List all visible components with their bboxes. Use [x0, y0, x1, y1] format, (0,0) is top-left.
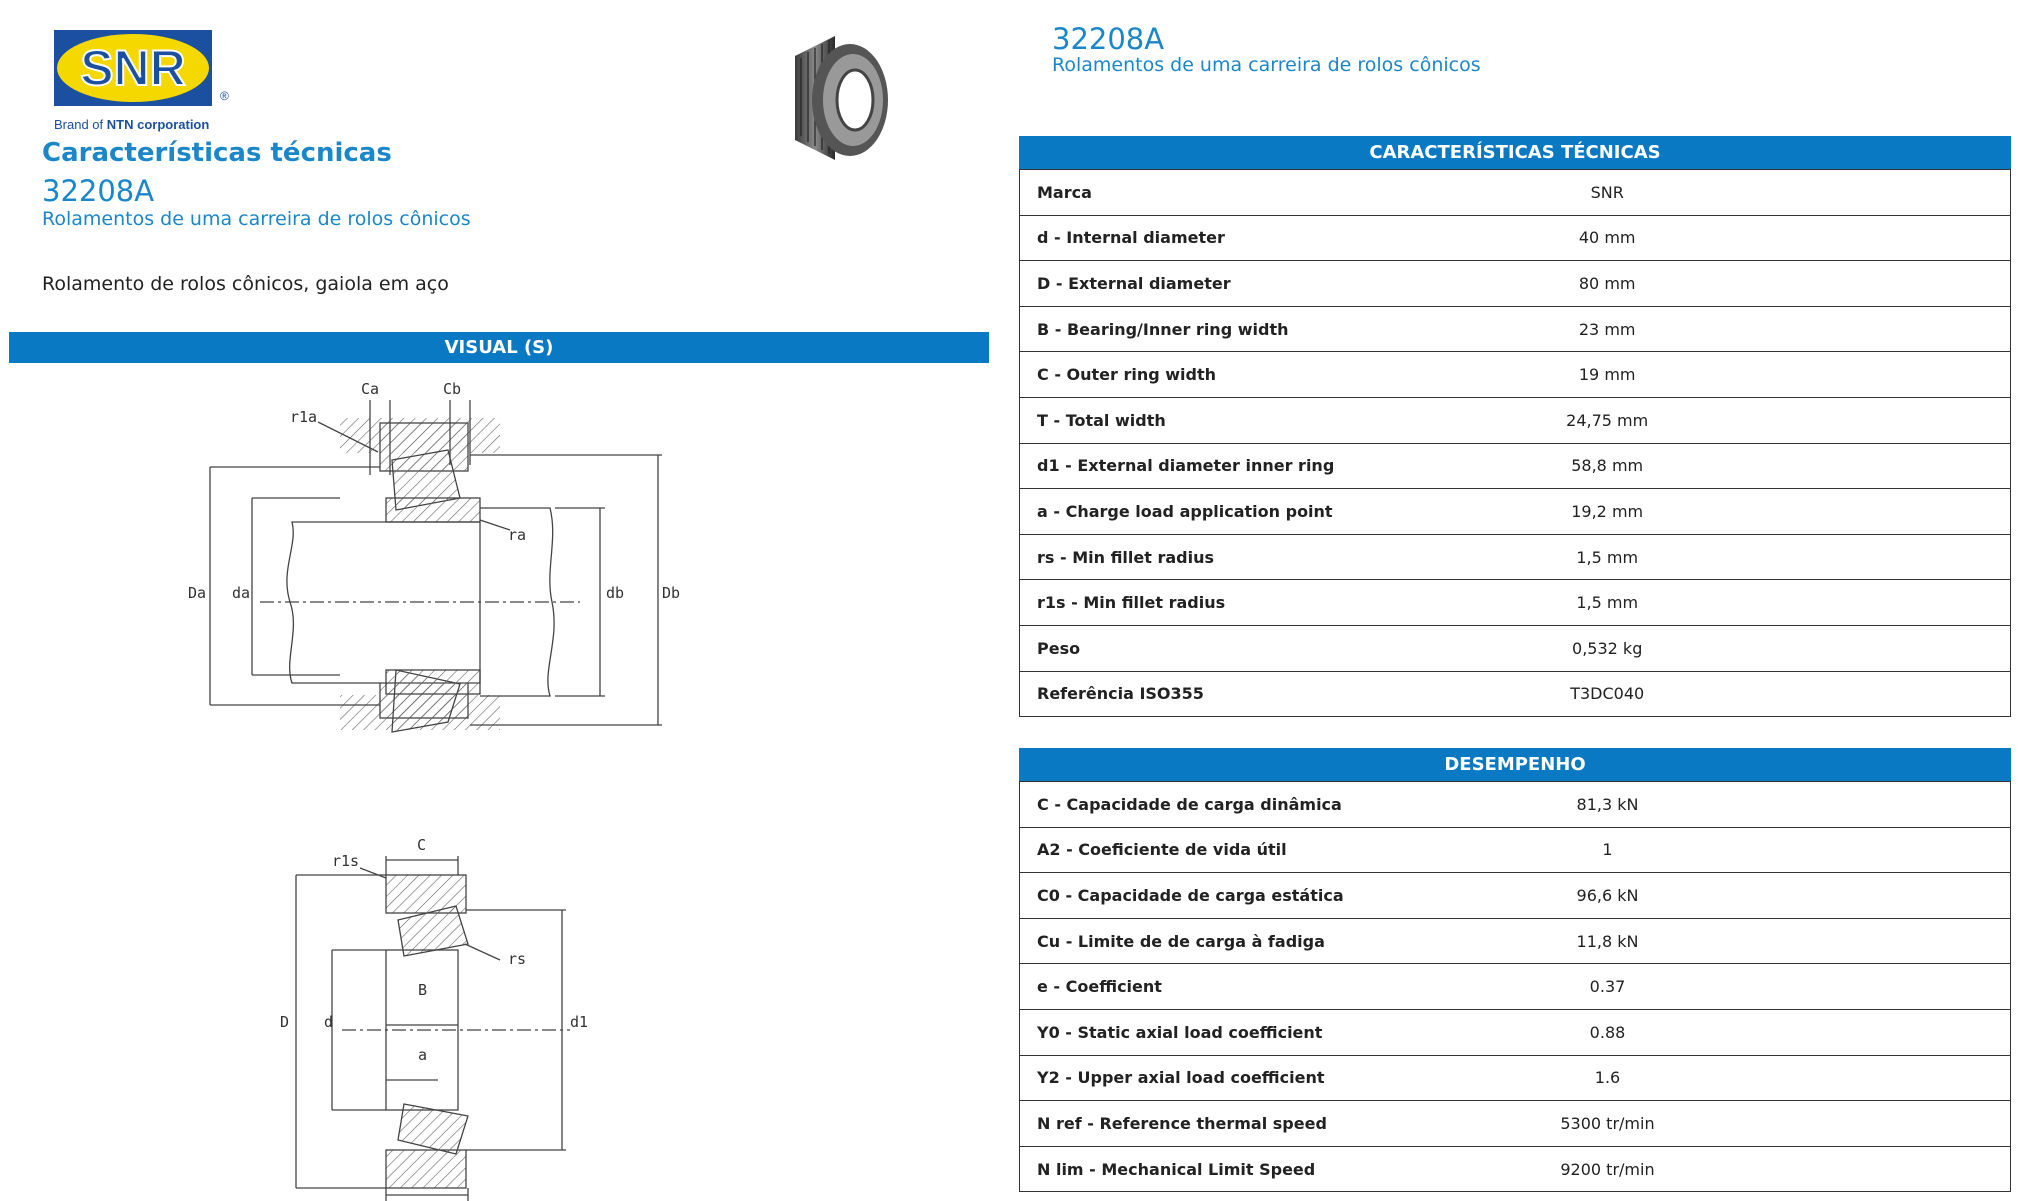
label-r1a: r1a: [290, 408, 318, 426]
spec-value: 1,5 mm: [1424, 534, 2010, 580]
table-row: [1020, 782, 2011, 828]
table-row: [1020, 580, 2011, 626]
label-ra: ra: [508, 526, 527, 544]
table-row: [1020, 671, 2011, 717]
product-description: Rolamento de rolos cônicos, gaiola em aço: [42, 273, 449, 295]
table-row: [1020, 1055, 2011, 1101]
spec-label: Marca: [1020, 170, 1425, 216]
table-row: [1020, 306, 2011, 352]
left-subtitle: Rolamentos de uma carreira de rolos cônicos: [42, 208, 471, 230]
spec-label: C - Outer ring width: [1020, 352, 1425, 398]
table-row: [1020, 873, 2011, 919]
spec-value: 11,8 kN: [1425, 918, 2011, 964]
spec-value: 19 mm: [1424, 352, 2010, 398]
spec-label: T - Total width: [1020, 397, 1425, 443]
table-row: [1020, 625, 2011, 671]
tagline-brand: NTN corporation: [106, 117, 210, 132]
spec-value: 81,3 kN: [1425, 782, 2011, 828]
table-row: [1020, 397, 2011, 443]
right-product-code: 32208A: [1052, 22, 1165, 56]
table-row: [1020, 918, 2011, 964]
spec-label: d1 - External diameter inner ring: [1020, 443, 1425, 489]
spec-label: d - Internal diameter: [1020, 215, 1425, 261]
spec-label: C0 - Capacidade de carga estática: [1020, 873, 1425, 919]
spec-label: a - Charge load application point: [1020, 489, 1425, 535]
left-product-code: 32208A: [42, 174, 155, 208]
tech-table: [1019, 169, 2011, 717]
label-c: C: [417, 836, 427, 854]
spec-label: B - Bearing/Inner ring width: [1020, 306, 1425, 352]
spec-label: Cu - Limite de de carga à fadiga: [1020, 918, 1425, 964]
label-da-big: Da: [188, 584, 207, 602]
spec-value: 80 mm: [1424, 261, 2010, 307]
bearing-photo: [775, 28, 895, 168]
spec-label: D - External diameter: [1020, 261, 1425, 307]
tech-section-header: CARACTERÍSTICAS TÉCNICAS: [1019, 136, 2011, 169]
table-row: [1020, 170, 2011, 216]
label-ca: Ca: [361, 380, 380, 398]
spec-label: C - Capacidade de carga dinâmica: [1020, 782, 1425, 828]
visual-section-header: VISUAL (S): [9, 332, 989, 363]
right-subtitle: Rolamentos de uma carreira de rolos cônicos: [1052, 54, 1481, 76]
registered-mark: ®: [220, 89, 229, 103]
table-row: [1020, 1146, 2011, 1192]
label-b: B: [418, 981, 428, 999]
table-row: [1020, 352, 2011, 398]
table-row: [1020, 261, 2011, 307]
table-row: [1020, 1009, 2011, 1055]
label-r1s: r1s: [332, 852, 360, 870]
label-d: d: [324, 1013, 334, 1031]
spec-value: 96,6 kN: [1425, 873, 2011, 919]
tagline-prefix: Brand of: [54, 117, 107, 132]
spec-value: 19,2 mm: [1424, 489, 2010, 535]
spec-value: 0.37: [1425, 964, 2011, 1010]
spec-label: N ref - Reference thermal speed: [1020, 1101, 1425, 1147]
table-row: [1020, 489, 2011, 535]
spec-value: SNR: [1424, 170, 2010, 216]
spec-label: Referência ISO355: [1020, 671, 1425, 717]
table-row: [1020, 964, 2011, 1010]
spec-value: 1.6: [1425, 1055, 2011, 1101]
spec-value: 23 mm: [1424, 306, 2010, 352]
spec-label: Y0 - Static axial load coefficient: [1020, 1009, 1425, 1055]
performance-section-header: DESEMPENHO: [1019, 748, 2011, 781]
spec-label: Peso: [1020, 625, 1425, 671]
label-db-big: Db: [662, 584, 681, 602]
spec-value: 1,5 mm: [1424, 580, 2010, 626]
table-row: [1020, 1101, 2011, 1147]
logo-text: SNR: [80, 40, 186, 96]
spec-value: 0.88: [1425, 1009, 2011, 1055]
label-rs: rs: [508, 950, 527, 968]
spec-label: r1s - Min fillet radius: [1020, 580, 1425, 626]
table-row: [1020, 827, 2011, 873]
spec-value: 40 mm: [1424, 215, 2010, 261]
left-heading: Características técnicas: [42, 138, 392, 168]
mounting-drawing: [180, 370, 700, 780]
spec-value: T3DC040: [1424, 671, 2010, 717]
label-cb: Cb: [443, 380, 462, 398]
table-row: [1020, 215, 2011, 261]
spec-value: 24,75 mm: [1424, 397, 2010, 443]
label-a: a: [418, 1046, 428, 1064]
label-big-d: D: [280, 1013, 290, 1031]
bearing-section-drawing: [270, 820, 620, 1201]
snr-logo: [52, 28, 242, 132]
label-da: da: [232, 584, 251, 602]
spec-label: Y2 - Upper axial load coefficient: [1020, 1055, 1425, 1101]
label-db: db: [606, 584, 625, 602]
spec-value: 1: [1425, 827, 2011, 873]
spec-label: A2 - Coeficiente de vida útil: [1020, 827, 1425, 873]
table-row: [1020, 534, 2011, 580]
label-d1: d1: [570, 1013, 589, 1031]
spec-value: 9200 tr/min: [1425, 1146, 2011, 1192]
spec-label: rs - Min fillet radius: [1020, 534, 1425, 580]
spec-label: N lim - Mechanical Limit Speed: [1020, 1146, 1425, 1192]
performance-table: [1019, 781, 2011, 1192]
spec-value: 0,532 kg: [1424, 625, 2010, 671]
spec-value: 5300 tr/min: [1425, 1101, 2011, 1147]
table-row: [1020, 443, 2011, 489]
svg-text:Brand of NTN corporation: [54, 117, 209, 132]
spec-value: 58,8 mm: [1424, 443, 2010, 489]
spec-label: e - Coefficient: [1020, 964, 1425, 1010]
